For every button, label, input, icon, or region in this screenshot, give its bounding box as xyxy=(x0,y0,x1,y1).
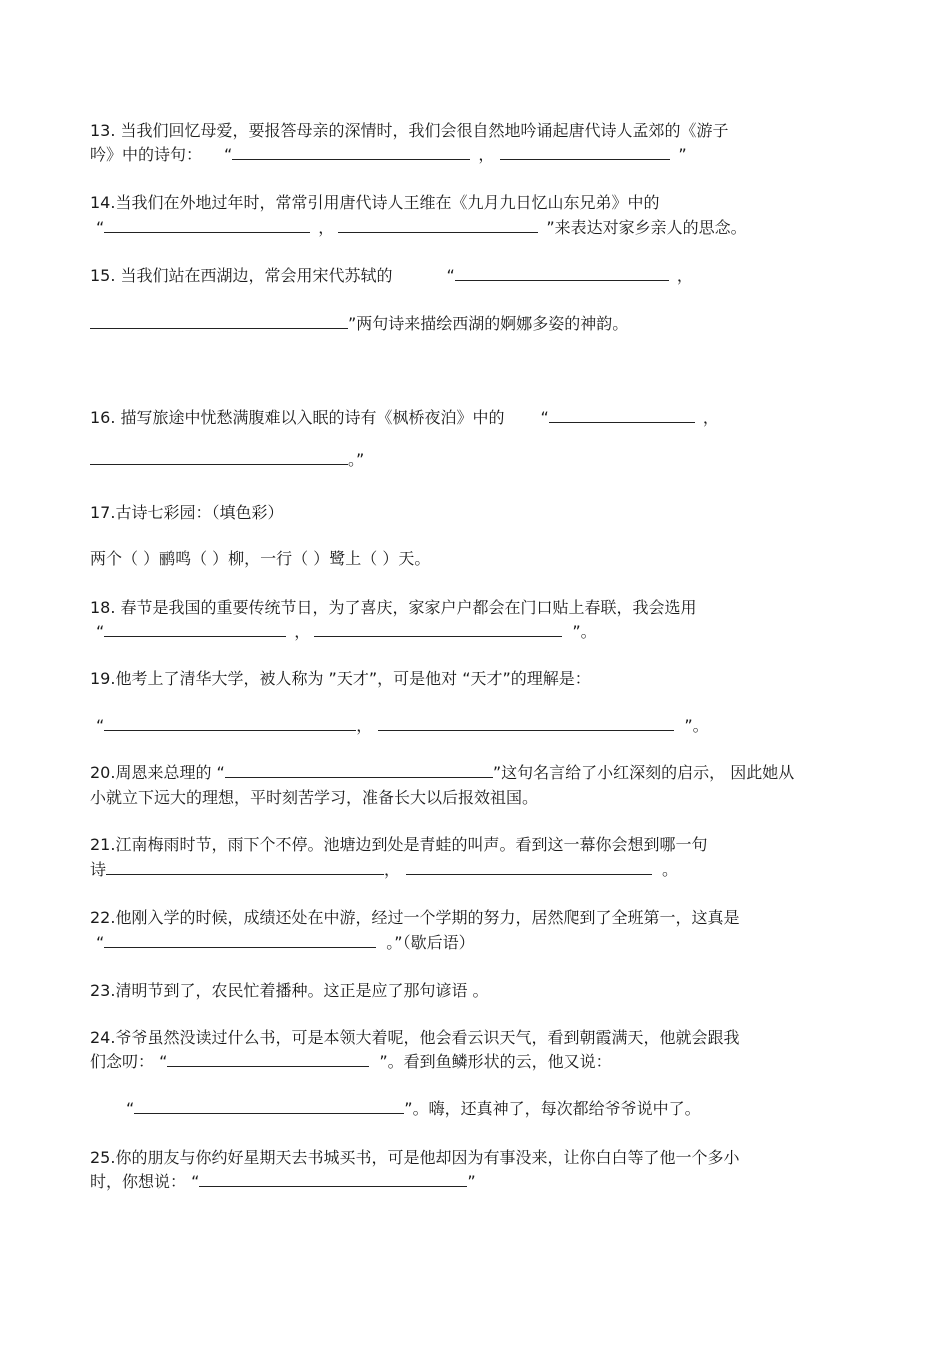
q20-line1 xyxy=(90,763,794,783)
q21-tail: 。 xyxy=(662,860,679,879)
q21-comma: ， xyxy=(384,860,401,879)
q18-blank-1[interactable] xyxy=(104,622,286,637)
q15-prefix: 15. 当我们站在西湖边，常会用宋代苏轼的 xyxy=(90,266,393,285)
q16-tail: 。” xyxy=(348,450,365,469)
q15-tail: ”两句诗来描绘西湖的婀娜多姿的神韵。 xyxy=(348,314,629,333)
q22-blank[interactable] xyxy=(104,933,376,948)
q25-close-quote: ” xyxy=(467,1172,476,1191)
q13-prefix: 吟》中的诗句： xyxy=(90,145,203,164)
q16-comma: ， xyxy=(702,408,719,427)
q14-blank-1[interactable] xyxy=(104,218,310,233)
q18-tail: ”。 xyxy=(572,622,597,641)
q16-blank-1[interactable] xyxy=(549,408,695,423)
q21-prefix: 诗 xyxy=(90,860,107,879)
q16-open-quote: “ xyxy=(540,408,549,427)
q13-blank-2[interactable] xyxy=(500,145,670,160)
q14-line2 xyxy=(96,218,747,238)
q15-open-quote: “ xyxy=(446,266,455,285)
q25-line2 xyxy=(90,1172,476,1192)
q16-prefix: 16. 描写旅途中忧愁满腹难以入眠的诗有《枫桥夜泊》中的 xyxy=(90,408,505,427)
q18-blank-2[interactable] xyxy=(314,622,562,637)
q20-line2: 小就立下远大的理想，平时刻苦学习，准备长大以后报效祖国。 xyxy=(90,788,539,807)
q13-line1: 13. 当我们回忆母爱，要报答母亲的深情时，我们会很自然地吟诵起唐代诗人孟郊的《游子 xyxy=(90,121,729,140)
q25-line1: 25.你的朋友与你约好星期天去书城买书，可是他却因为有事没来，让你白白等了他一个多小 xyxy=(90,1148,740,1167)
q18-line1: 18. 春节是我国的重要传统节日，为了喜庆，家家户户都会在门口贴上春联，我会选用 xyxy=(90,598,697,617)
q15-line2 xyxy=(90,314,628,334)
q19-blank-1[interactable] xyxy=(104,716,356,731)
q24-line3 xyxy=(126,1099,701,1119)
q24-open-quote: “ xyxy=(126,1099,135,1118)
q23-line: 23.清明节到了，农民忙着播种。这正是应了那句谚语 。 xyxy=(90,981,489,1000)
q20-prefix: 20.周恩来总理的 “ xyxy=(90,763,225,782)
q14-blank-2[interactable] xyxy=(338,218,538,233)
q22-line2 xyxy=(96,933,475,953)
q16-line1 xyxy=(90,408,719,428)
q17-color-line: 两个（ ）鹂鸣（ ）柳，一行（ ）鹭上（ ）天。 xyxy=(90,549,431,568)
q20-suffix: ”这句名言给了小红深刻的启示， 因此她从 xyxy=(492,763,795,782)
q24-suffix: ”。看到鱼鳞形状的云，他又说： xyxy=(379,1052,612,1071)
q14-tail: ”来表达对家乡亲人的思念。 xyxy=(546,218,747,237)
q22-tail: 。”（歇后语） xyxy=(386,933,475,952)
q13-blank-1[interactable] xyxy=(232,145,470,160)
q14-open-quote: “ xyxy=(96,218,105,237)
q25-blank[interactable] xyxy=(199,1172,467,1187)
q13-open-quote: “ xyxy=(224,145,233,164)
q24-line2 xyxy=(90,1052,612,1072)
q19-open-quote: “ xyxy=(96,716,105,735)
q14-line1: 14.当我们在外地过年时，常常引用唐代诗人王维在《九月九日忆山东兄弟》中的 xyxy=(90,193,660,212)
q20-blank[interactable] xyxy=(225,763,493,778)
q19-blank-2[interactable] xyxy=(378,716,674,731)
q14-comma: ， xyxy=(318,218,335,237)
q24-line1: 24.爷爷虽然没读过什么书，可是本领大着呢，他会看云识天气，看到朝霞满天，他就会跟我 xyxy=(90,1028,740,1047)
q22-line1: 22.他刚入学的时候，成绩还处在中游，经过一个学期的努力，居然爬到了全班第一，这真是 xyxy=(90,908,740,927)
q19-line2 xyxy=(96,716,709,736)
q15-comma: ， xyxy=(676,266,693,285)
q15-line1 xyxy=(90,266,693,286)
q21-blank-1[interactable] xyxy=(106,860,384,875)
q19-line1: 19.他考上了清华大学，被人称为 ”天才”，可是他对 “天才”的理解是： xyxy=(90,669,591,688)
q21-line2 xyxy=(90,860,678,880)
q25-prefix: 时，你想说： “ xyxy=(90,1172,200,1191)
q19-tail: ”。 xyxy=(684,716,709,735)
q18-open-quote: “ xyxy=(96,622,105,641)
q24-blank-2[interactable] xyxy=(134,1099,404,1114)
q16-line2 xyxy=(90,450,364,470)
q15-blank-2[interactable] xyxy=(90,314,348,329)
q24-tail: ”。嗨，还真神了，每次都给爷爷说中了。 xyxy=(404,1099,701,1118)
q21-blank-2[interactable] xyxy=(406,860,652,875)
q16-blank-2[interactable] xyxy=(90,450,348,465)
q18-line2 xyxy=(96,622,597,642)
q13-close-quote: ” xyxy=(678,145,687,164)
q19-comma: ， xyxy=(356,716,373,735)
q18-comma: ， xyxy=(294,622,311,641)
q13-line2 xyxy=(90,145,687,165)
q21-line1: 21.江南梅雨时节，雨下个不停。池塘边到处是青蛙的叫声。看到这一幕你会想到哪一句 xyxy=(90,835,708,854)
q22-open-quote: “ xyxy=(96,933,105,952)
q24-prefix: 们念叨： “ xyxy=(90,1052,168,1071)
q15-blank-1[interactable] xyxy=(455,266,669,281)
q24-blank-1[interactable] xyxy=(167,1052,369,1067)
q13-comma: ， xyxy=(478,145,495,164)
q17-title: 17.古诗七彩园：（填色彩） xyxy=(90,503,284,522)
